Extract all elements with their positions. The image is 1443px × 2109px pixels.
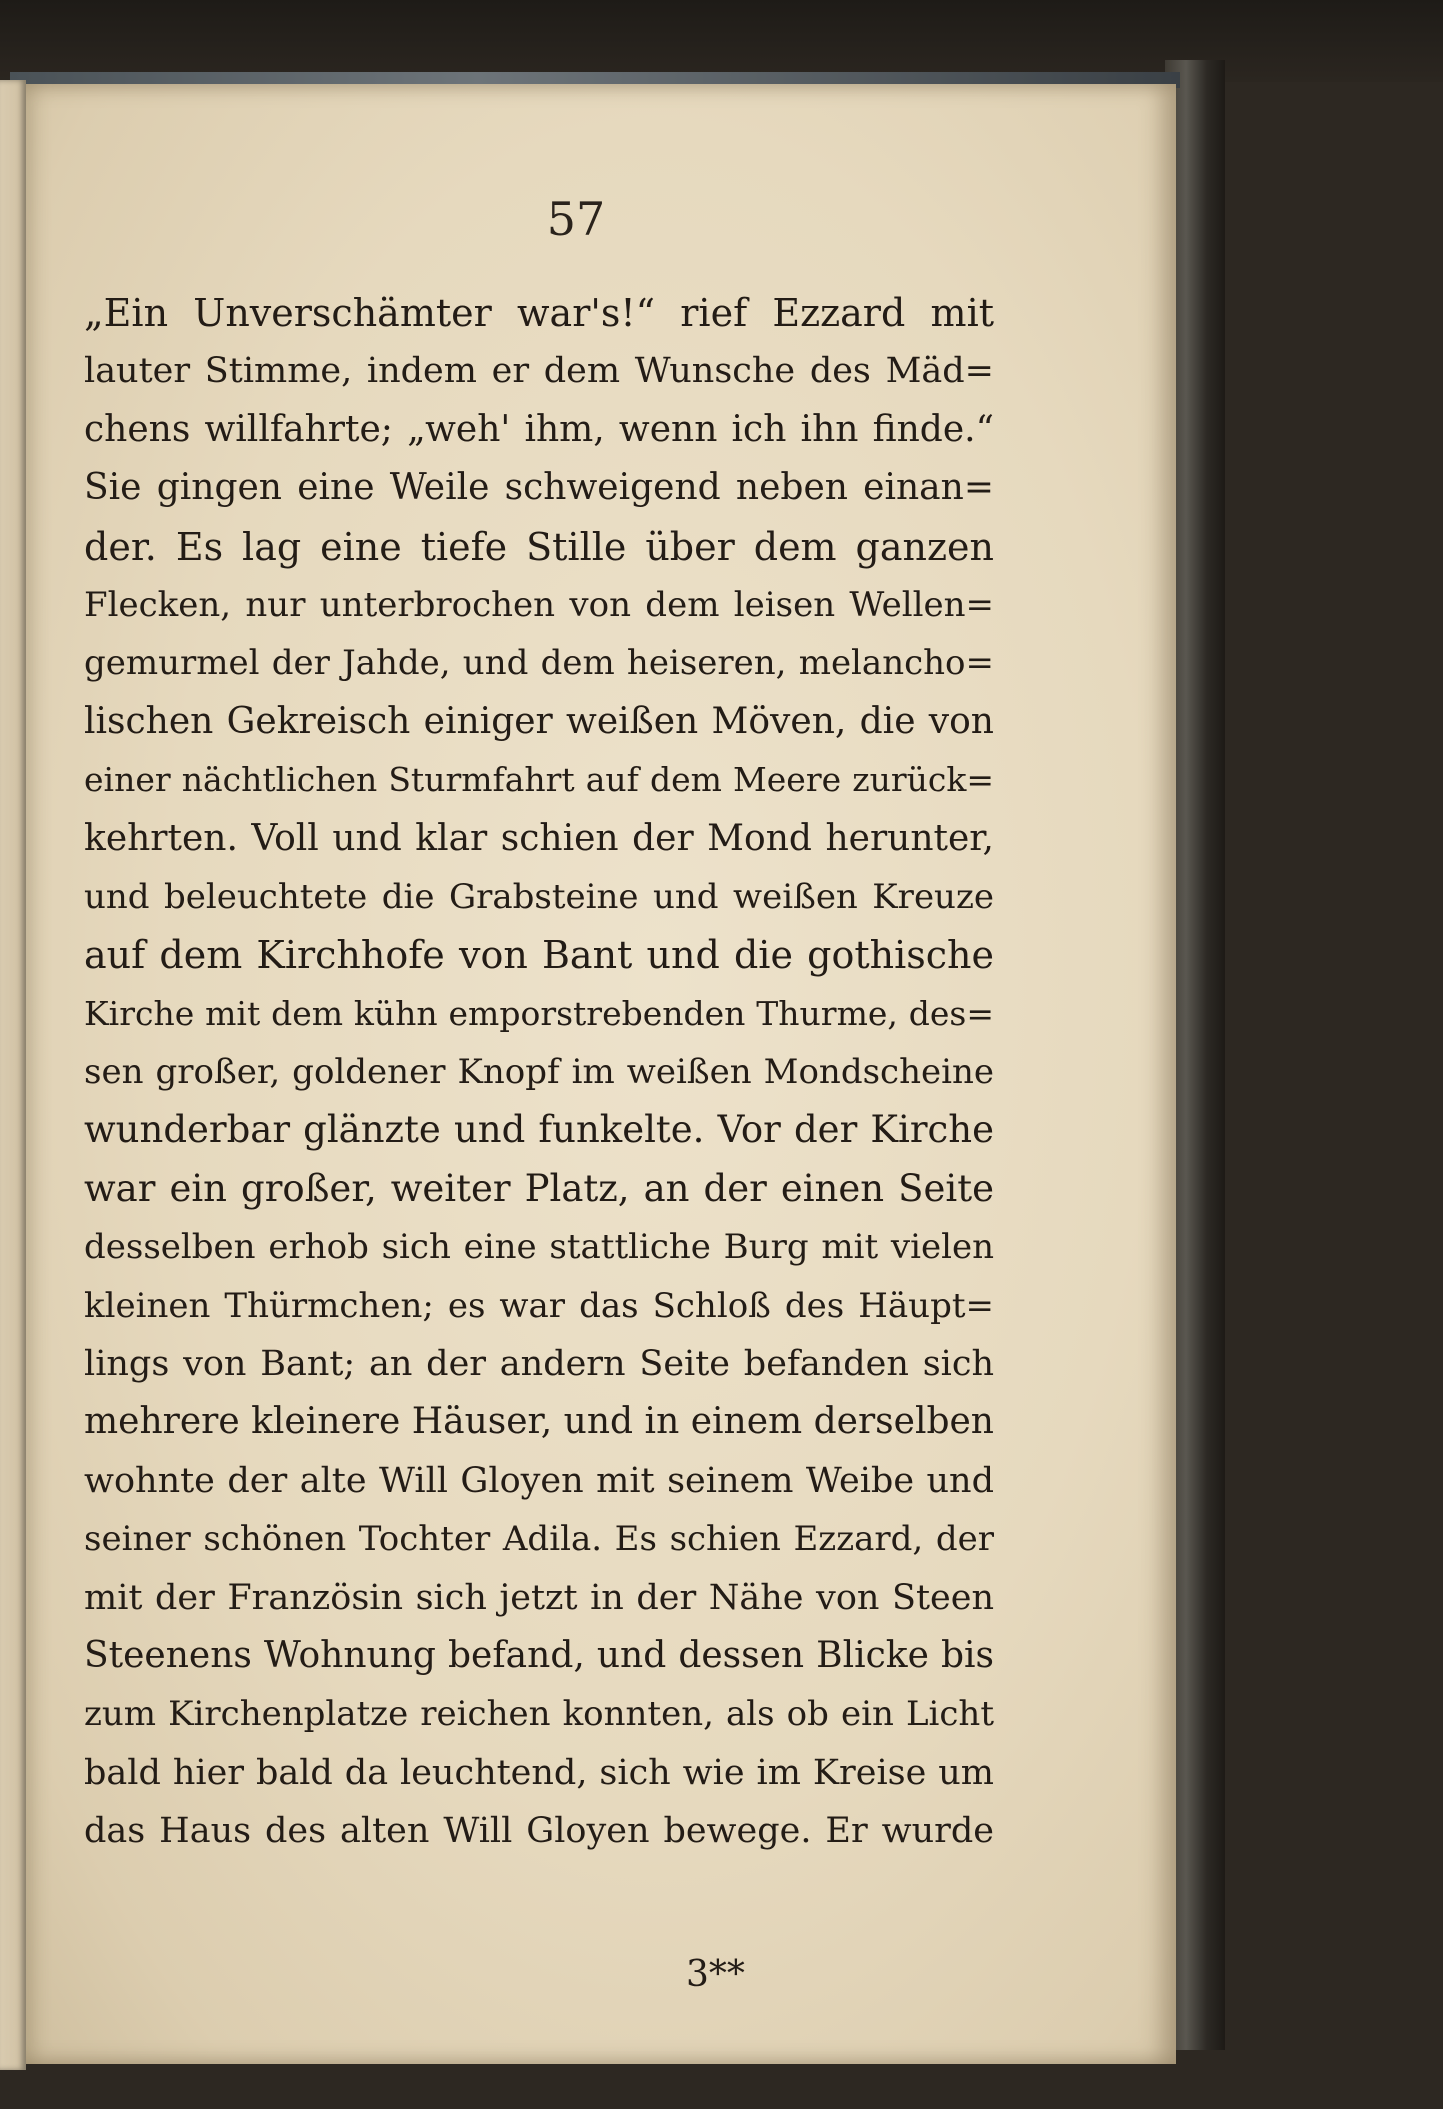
text-line: chens willfahrte; „weh' ihm, wenn ich ihn finde.“ — [84, 408, 994, 450]
text-line: das Haus des alten Will Gloyen bewege. Er wurde — [84, 1811, 994, 1852]
text-line: seiner schönen Tochter Adila. Es schien Ezzard, der — [84, 1519, 994, 1560]
text-line: desselben erhob sich eine stattliche Burg mit vielen — [84, 1227, 994, 1268]
text-line: Sie gingen eine Weile schweigend neben einan= — [84, 467, 994, 509]
text-line: lauter Stimme, indem er dem Wunsche des Mäd= — [84, 351, 994, 392]
text-line: bald hier bald da leuchtend, sich wie im Kreise um — [84, 1752, 994, 1793]
signature-mark: 3** — [686, 1954, 745, 1995]
text-line: kleinen Thürmchen; es war das Schloß des Häupt= — [84, 1285, 994, 1326]
page-number: 57 — [546, 192, 606, 246]
text-line: wohnte der alte Will Gloyen mit seinem Weibe und — [84, 1460, 994, 1501]
text-line: Steenens Wohnung befand, und dessen Blicke bis — [84, 1634, 994, 1676]
text-line: lischen Gekreisch einiger weißen Möven, die von — [84, 700, 994, 742]
text-line: Kirche mit dem kühn emporstrebenden Thurme, des= — [84, 993, 994, 1033]
text-line: lings von Bant; an der andern Seite befanden sich — [84, 1344, 994, 1385]
top-shadow — [0, 0, 1443, 82]
text-line: Flecken, nur unterbrochen von dem leisen Wellen= — [84, 584, 994, 625]
text-line: kehrten. Voll und klar schien der Mond herunter, — [84, 817, 994, 859]
text-line: mehrere kleinere Häuser, und in einem derselben — [84, 1401, 994, 1443]
text-line: „Ein Unverschämter war's!“ rief Ezzard mit — [84, 291, 994, 335]
text-line: mit der Französin sich jetzt in der Nähe von Steen — [84, 1577, 994, 1618]
book-page — [26, 84, 1176, 2064]
text-line: auf dem Kirchhofe von Bant und die gothische — [84, 933, 994, 978]
text-line: einer nächtlichen Sturmfahrt auf dem Meere zurück= — [84, 760, 994, 800]
text-line: sen großer, goldener Knopf im weißen Mondscheine — [84, 1052, 994, 1093]
text-line: der. Es lag eine tiefe Stille über dem ganzen — [84, 524, 994, 569]
text-line: war ein großer, weiter Platz, an der einen Seite — [84, 1166, 994, 1210]
text-line: zum Kirchenplatze reichen konnten, als ob ein Licht — [84, 1694, 994, 1735]
text-line: und beleuchtete die Grabsteine und weißen Kreuze — [84, 876, 994, 917]
text-line: wunderbar glänzte und funkelte. Vor der Kirche — [84, 1108, 994, 1152]
body-text — [84, 284, 994, 1861]
previous-page-edge — [0, 80, 26, 2070]
text-line: gemurmel der Jahde, und dem heiseren, melancho= — [84, 643, 994, 684]
